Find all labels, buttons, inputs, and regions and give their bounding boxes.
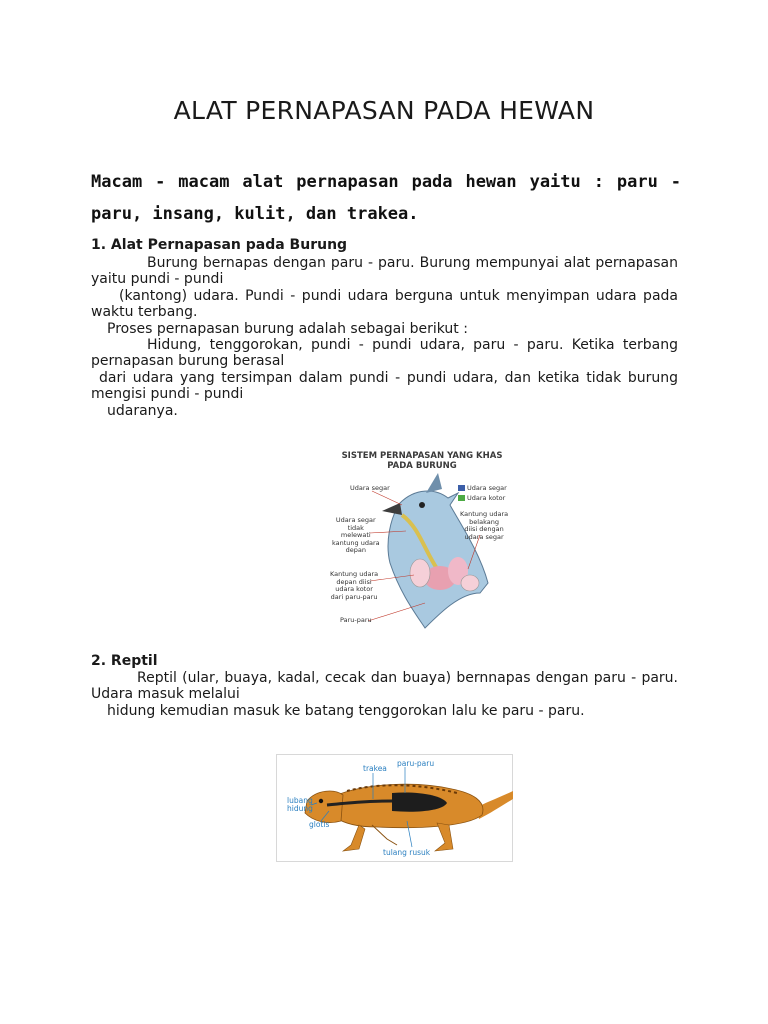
figure-title-line2: PADA BURUNG	[387, 461, 457, 471]
text-line: waktu terbang.	[91, 304, 198, 321]
text-line: hidung kemudian masuk ke batang tenggorokan lalu ke paru - paru.	[107, 702, 585, 719]
figure-title-line1: SISTEM PERNAPASAN YANG KHAS	[341, 451, 503, 461]
legend-udara-kotor: Udara kotor	[458, 495, 505, 503]
label-kantung-belakang: Kantung udara belakang diisi dengan udara segar	[460, 510, 509, 541]
text-line: Udara masuk melalui	[91, 686, 240, 703]
text-line: (kantong) udara. Pundi - pundi udara berguna untuk menyimpan udara pada	[119, 287, 678, 304]
text-line: pernapasan burung berasal	[91, 353, 285, 370]
text-line: yaitu pundi - pundi	[91, 271, 224, 288]
text-line: dari udara yang tersimpan dalam pundi - pundi udara, dan ketika tidak burung	[99, 369, 678, 386]
text-line: Burung bernapas dengan paru - paru. Burung mempunyai alat pernapasan	[147, 255, 678, 271]
page-title: ALAT PERNAPASAN PADA HEWAN	[173, 96, 595, 125]
lizard-respiratory-figure	[276, 754, 513, 862]
text-line: Reptil (ular, buaya, kadal, cecak dan buaya) bernnapas dengan paru - paru.	[137, 670, 678, 686]
label-udara-segar: Udara segar	[350, 484, 390, 492]
label-trakea: trakea	[363, 764, 387, 773]
label-hidung: hidung	[287, 804, 313, 813]
label-paru-paru: paru-paru	[397, 759, 435, 768]
text-line: Proses pernapasan burung adalah sebagai berikut :	[107, 320, 468, 337]
section-2-paragraph	[91, 670, 678, 719]
label-lubang: lubang	[287, 796, 313, 805]
section-1-paragraph	[91, 255, 678, 419]
intro-paragraph: Macam - macam alat pernapasan pada hewan yaitu : paru - paru, insang, kulit, dan trakea.	[91, 172, 681, 224]
label-kantung-depan: Kantung udara depan diisi udara kotor dari paru-paru	[330, 570, 379, 601]
label-glotis: glotis	[309, 820, 330, 829]
legend-swatch-blue	[458, 485, 465, 491]
section-2-heading: 2. Reptil	[91, 653, 158, 669]
section-1-heading: 1. Alat Pernapasan pada Burung	[91, 237, 348, 253]
legend-swatch-green	[458, 495, 465, 501]
legend-udara-segar: Udara segar	[458, 485, 507, 493]
label-tidak-melewati: Udara segar tidak melewati kantung udara depan	[332, 516, 380, 554]
bird-respiratory-figure	[330, 443, 514, 638]
text-line: udaranya.	[107, 402, 178, 419]
text-line: mengisi pundi - pundi	[91, 386, 244, 403]
text-line: Hidung, tenggorokan, pundi - pundi udara, paru - paru. Ketika terbang	[147, 337, 678, 354]
label-tulang-rusuk: tulang rusuk	[383, 848, 431, 857]
label-paru-paru: Paru-paru	[340, 616, 372, 624]
